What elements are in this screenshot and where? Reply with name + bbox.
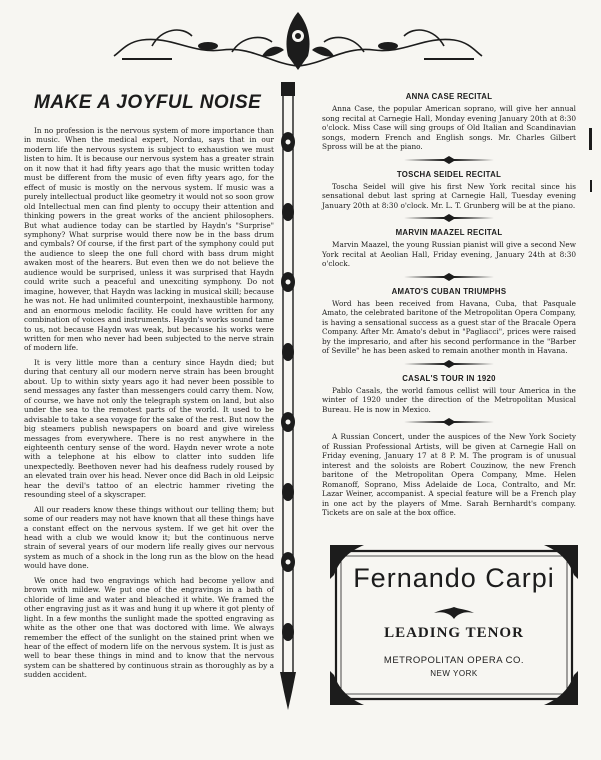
news-heading: TOSCHA SEIDEL RECITAL (396, 169, 502, 179)
ad-performer-role: LEADING TENOR (384, 625, 524, 641)
news-body: A Russian Concert, under the auspices of the New York Society of Russian Professional Artists, will be given at Carnegie Hall on Friday evening, January 17 at 8 P. M. The program is of unusual interest and the soloists are Robert Couzinow, the new French baritone of the Metropolitan Opera Company, Mme. Helen Romanoff, Soprano, Miss Adelaide de Loca, Contralto, and Mr. Lazar Weiner, accompanist. A special feature will be a French play in one act by the players of Mme. Sarah Bernhardt's company. Tickets are on sale at the box office. (322, 432, 576, 517)
news-body: Word has been received from Havana, Cuba, that Pasquale Amato, the celebrated baritone of the Metropolitan Opera Company, is having a sensational success as a guest star of the Bracale Opera Company. After Mr. Amato's debut in "Pagliacci", prices were raised by the impresario, and after his second performance in the "Barber of Seville" he has been asked to remain another month in Havana. (322, 298, 576, 355)
news-body: Marvin Maazel, the young Russian pianist will give a second New York recital at Aeolian Hall, Friday evening, January 24th at 8:30 o'clock. (322, 240, 576, 268)
news-column (322, 92, 576, 520)
page-edge-marks-icon (586, 120, 598, 220)
ad-performer-name: Fernando Carpi (353, 563, 555, 593)
main-article (24, 126, 274, 685)
news-heading: MARVIN MAAZEL RECITAL (395, 228, 503, 237)
news-body: Toscha Seidel will give his first New York recital since his sensational debut last spring at Carnegie Hall, Tuesday evening January 20th at 8:30 o'clock. Mr. L. T. Grunberg will be at the piano. (322, 181, 576, 210)
divider-ornament-icon (404, 360, 494, 368)
news-heading: CASAL'S TOUR IN 1920 (402, 373, 496, 383)
header-ornament-icon (112, 6, 484, 78)
divider-ornament-icon (404, 214, 494, 222)
article-paragraph: All our readers know these things without our telling them; but some of our readers may not have known that all these things have a constant effect on the nervous system. If we get hit over the head with a club we would know it; but the continuous nerve strain of several years of our modern life really gives our nervous system as much of a shock in the long run as the blow on the head would have done. (24, 504, 274, 571)
advertisement (330, 545, 578, 705)
article-paragraph: It is very little more than a century since Haydn died; but during that century all our modern nerve strain has been brought about. Up to within sixty years ago it had never been possible to send messages any faster than messengers could carry them. Now, of course, we have not only the telegraph system on land, but also under the sea to the remotest parts of the world. It used to be advisable to take a sea voyage for the sake of the rest. But now the big steamers publish newspapers on board and give wireless messages from everywhere. There is no rest anywhere in the eighteenth century sense of the word. Haydn never wrote a note with a telephone at his elbow to clatter into sudden life unexpectedly. Beethoven never had his deafness rudely roused by an elevated train over his head. Never once did Bach in old Leipsic hear the devil's tattoo of an electric hammer riveting the resounding steel of a skyscraper. (24, 357, 274, 500)
news-body: Anna Case, the popular American soprano, will give her annual song recital at Carnegie Hall, Monday evening January 20th at 8:30 o'clock. Miss Case will sing groups of Old Italian and Scandinavian songs, modern French and English songs. Mr. Charles Gilbert Spross will be at the piano. (322, 104, 576, 151)
divider-ornament-icon (404, 156, 494, 164)
news-heading: AMATO'S CUBAN TRIUMPHS (391, 286, 507, 296)
ad-city: NEW YORK (430, 669, 478, 678)
news-body: Pablo Casals, the world famous cellist will tour America in the winter of 1920 under the direction of the Metropolitan Musical Bureau. He is now in Mexico. (322, 385, 576, 414)
ornamental-column-divider-icon (276, 82, 300, 710)
divider-ornament-icon (404, 418, 494, 426)
ad-company: METROPOLITAN OPERA CO. (383, 655, 525, 666)
article-paragraph: We once had two engravings which had become yellow and brown with mildew. We put one of the engravings in a bath of chloride of lime and water and bleached it white. We framed the other engraving just as it was and hung it up where it got plenty of light. In a few months the sunlight made the spotted engraving as white as the other one that was doctored with lime. We always remember the effect of the sunlight on the stained print when we hear of the effect of modern life on the nervous system. It is just as well to bear these things in mind and to know that the nervous system can be shattered by continuous strain as thoroughly as by a sudden accident. (24, 575, 274, 680)
article-paragraph: In no profession is the nervous system of more importance than in music. When the medical expert, Nordau, says that in our modern life the nervous system is subject to exhaustion we must listen to him. It is because our nervous system has a greater strain on it now that it had fifty years ago that the music written today must be different from the music of even fifty years ago, for the effect of music is mostly on the nervous system. If music was a purely intellectual product like geometry it would not so soon grow old Intellectual men can find plenty to occupy their attention and thinking powers in the great works of the ancient philosophers. But what audience today can be startled by Haydn's "Surprise" symphony? What surprise would there now be in the bass drum and cymbals? Of course, if the first part of the symphony could put the audience to sleep the one full chord with bass drum might awaken most of the hearers. But even then we do not believe the audience would be surprised, unless it was surprised that Haydn could write such a peaceful and unexciting symphony. Do not imagine, however, that Haydn was lacking in musical skill; because he was not. He had unlimited counterpoint, inexhaustible harmony, and an enormous melodic facility. He could have written for any combination of voices and instruments. Haydn's works sound tame to us, not because Haydn was weak, but because his works were written for men who never had been subjected to the nerve strain of modern life. (24, 126, 274, 353)
divider-ornament-icon (404, 273, 494, 281)
fleuron-icon (434, 607, 474, 619)
news-heading: ANNA CASE RECITAL (405, 92, 493, 101)
article-title: MAKE A JOYFUL NOISE (34, 92, 262, 113)
